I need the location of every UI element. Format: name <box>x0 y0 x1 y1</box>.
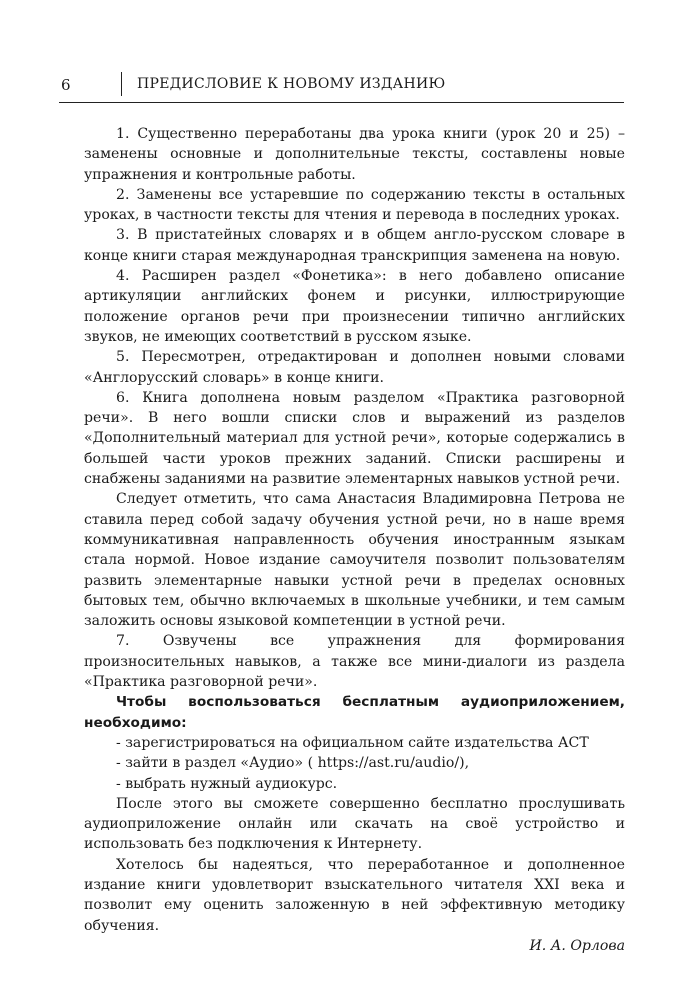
running-head: ПРЕДИСЛОВИЕ К НОВОМУ ИЗДАНИЮ <box>137 76 446 92</box>
header-divider <box>121 72 122 96</box>
paragraph-1: 1. Существенно переработаны два урока книги (урок 20 и 25) – заменены основные и дополнительные тексты, составлены новые упражнения и контрольные работы. <box>84 126 625 183</box>
paragraph-4: 4. Расширен раздел «Фонетика»: в него добавлено описание артикуляции английских фонем и рисунки, иллюстрирующие положение органов речи при произнесении типично английских звуков, не имеющих соответствий в русском языке. <box>84 268 625 345</box>
page-number: 6 <box>61 76 71 94</box>
paragraph-3: 3. В пристатейных словарях и в общем англо-русском словаре в конце книги старая международная транскрипция заменена на новую. <box>84 227 625 264</box>
signature: И. А. Орлова <box>529 937 625 954</box>
paragraph-5: 5. Пересмотрен, отредактирован и дополнен новыми словами «Англорусский словарь» в конце книги. <box>84 349 625 386</box>
paragraph-7: 7. Озвучены все упражнения для формирования произносительных навыков, а также все мини-диалоги из раздела «Практика разговорной речи». <box>84 633 625 691</box>
paragraph-6: 6. Книга дополнена новым разделом «Практика разговорной речи». В него вошли списки слов и выражений из разделов «Дополнительный материал для устной речи», которые содержались в большей части уроков прежних заданий. Списки расширены и снабжены заданиями на развитие элементарных навыков устной речи. <box>84 389 625 488</box>
closing-paragraph-1: После этого вы сможете совершенно бесплатно прослушивать аудиоприложение онлайн или скачать на своё устройство и использовать без подключения к Интернету. <box>84 795 625 853</box>
closing-paragraph-2: Хотелось бы надеяться, что переработанное и дополненное издание книги удовлетворит взыскательного читателя XXI века и позволит ему оценить заложенную в ней эффективную методику обучения. <box>84 856 625 934</box>
list-item: - зарегистрироваться на официальном сайте издательства АСТ <box>116 734 589 751</box>
paragraph-note: Следует отметить, что сама Анастасия Владимировна Петрова не ставила перед собой задачу обучения устной речи, но в наше время коммуникативная направленность обучения иностранным языкам стала нормой. Новое издание самоучителя позволит пользователям развить элементарные навыки устной речи в пределах основных бытовых тем, обычно включаемых в школьные учебники, и тем самым заложить основы языковой компетенции в устной речи. <box>84 491 625 630</box>
body-text <box>84 124 625 956</box>
audio-heading: Чтобы воспользоваться бесплатным аудиоприложением, необходимо: <box>84 694 625 731</box>
list-item: - выбрать нужный аудиокурс. <box>116 775 338 792</box>
list-item: - зайти в раздел «Аудио» ( https://ast.ru/audio/), <box>116 755 470 772</box>
page-header <box>59 72 624 103</box>
paragraph-2: 2. Заменены все устаревшие по содержанию тексты в остальных уроках, в частности тексты для чтения и перевода в последних уроках. <box>84 186 625 224</box>
